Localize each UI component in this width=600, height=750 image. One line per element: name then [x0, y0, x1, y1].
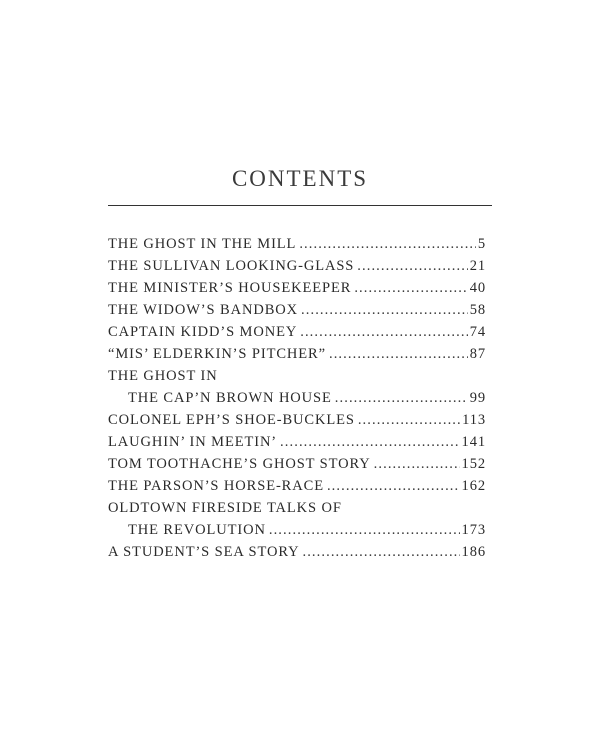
toc-entry [108, 255, 486, 277]
toc-entry-title: CAPTAIN KIDD’S MONEY [108, 324, 298, 340]
toc-entry-title: THE PARSON’S HORSE-RACE [108, 478, 324, 494]
toc-entry-title: COLONEL EPH’S SHOE-BUCKLES [108, 412, 355, 428]
toc-entry-title: THE REVOLUTION [128, 522, 266, 538]
toc-page-number: 21 [469, 258, 486, 274]
toc-entry-title: LAUGHIN’ IN MEETIN’ [108, 434, 278, 450]
toc-page-number: 74 [469, 324, 486, 340]
toc-entry [108, 321, 486, 343]
dot-leader [302, 541, 459, 563]
dot-leader [374, 453, 460, 475]
toc-page-number: 58 [469, 302, 486, 318]
dot-leader [357, 255, 467, 277]
toc-page-number: 113 [462, 412, 486, 428]
toc-entry-line [108, 277, 486, 299]
dot-leader [327, 475, 460, 497]
toc-entry-title: A STUDENT’S SEA STORY [108, 544, 300, 560]
toc-entry [108, 431, 486, 453]
toc-page-number: 141 [461, 434, 486, 450]
dot-leader [299, 233, 476, 255]
toc-entry-title: THE MINISTER’S HOUSEKEEPER [108, 280, 352, 296]
toc-entry-title: THE WIDOW’S BANDBOX [108, 302, 299, 318]
dot-leader [300, 321, 467, 343]
toc-entry-line [108, 475, 486, 497]
toc-entry [108, 453, 486, 475]
toc-entry-line [108, 453, 486, 475]
dot-leader [301, 299, 468, 321]
toc-entry-title: THE SULLIVAN LOOKING-GLASS [108, 258, 355, 274]
toc-entry-line [108, 387, 486, 409]
toc-entry-line [108, 343, 486, 365]
toc-entry [108, 343, 486, 365]
toc-entry-line [108, 365, 486, 387]
toc-page-number: 99 [469, 390, 486, 406]
toc-entry [108, 233, 486, 255]
toc-entry-line [108, 409, 486, 431]
toc-entry-title: THE CAP’N BROWN HOUSE [128, 390, 332, 406]
toc-page-number: 162 [461, 478, 486, 494]
dot-leader [269, 519, 460, 541]
toc-entry-line [108, 431, 486, 453]
table-of-contents [108, 233, 486, 563]
toc-entry-title: “MIS’ ELDERKIN’S PITCHER” [108, 346, 326, 362]
toc-entry-title: TOM TOOTHACHE’S GHOST STORY [108, 456, 371, 472]
toc-entry [108, 497, 486, 541]
toc-entry-title: OLDTOWN FIRESIDE TALKS OF [108, 500, 342, 516]
toc-entry [108, 409, 486, 431]
toc-entry-line [108, 233, 486, 255]
toc-entry-line [108, 321, 486, 343]
toc-page-number: 87 [469, 346, 486, 362]
dot-leader [335, 387, 468, 409]
toc-page-number: 152 [461, 456, 486, 472]
dot-leader [329, 343, 468, 365]
toc-page-number: 173 [461, 522, 486, 538]
title-divider [108, 205, 492, 206]
dot-leader [354, 277, 467, 299]
toc-entry-line [108, 519, 486, 541]
toc-entry [108, 365, 486, 409]
toc-entry-line [108, 255, 486, 277]
dot-leader [358, 409, 460, 431]
toc-entry [108, 299, 486, 321]
toc-entry-title: THE GHOST IN [108, 368, 218, 384]
toc-page-number: 186 [461, 544, 486, 560]
toc-entry-line [108, 299, 486, 321]
toc-page-number: 40 [469, 280, 486, 296]
toc-entry [108, 475, 486, 497]
toc-entry [108, 541, 486, 563]
dot-leader [280, 431, 460, 453]
page-title: CONTENTS [231, 166, 369, 191]
toc-entry-line [108, 541, 486, 563]
toc-entry [108, 277, 486, 299]
toc-entry-title: THE GHOST IN THE MILL [108, 236, 297, 252]
toc-page-number: 5 [477, 236, 486, 252]
toc-entry-line [108, 497, 486, 519]
